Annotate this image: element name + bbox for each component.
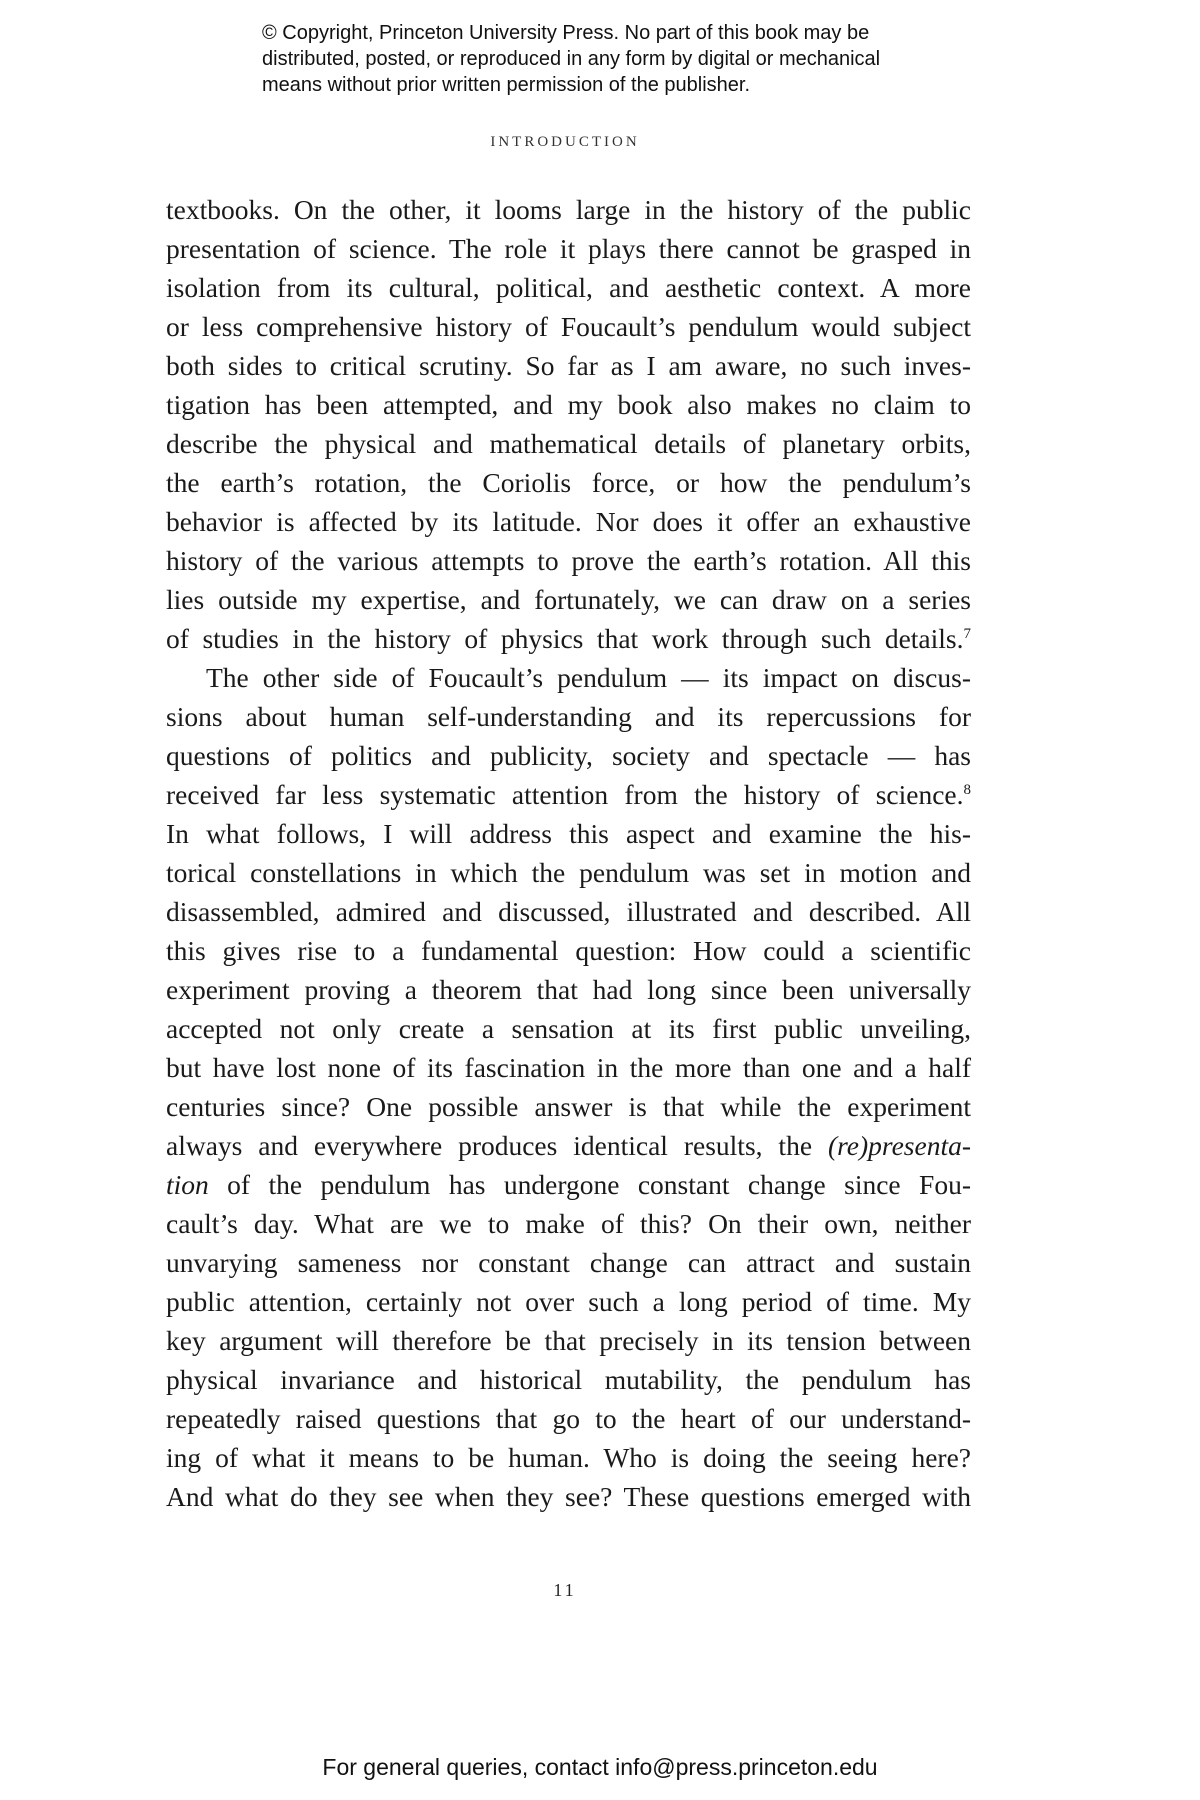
text-line: accepted not only create a sensation at its first public unveiling, (166, 1013, 971, 1044)
text-line: tigation has been attempted, and my book also makes no claim to (166, 389, 971, 420)
text-line: In what follows, I will address this aspect and examine the his- (166, 818, 971, 849)
text-line: but have lost none of its fascination in the more than one and a half (166, 1052, 971, 1083)
text-line: isolation from its cultural, political, and aesthetic context. A more (166, 272, 971, 303)
footer-contact: For general queries, contact info@press.princeton.edu (322, 1754, 878, 1780)
text-line: public attention, certainly not over such a long period of time. My (166, 1286, 971, 1317)
copyright-notice (262, 20, 982, 98)
running-head: INTRODUCTION (490, 134, 640, 150)
text-line: presentation of science. The role it plays there cannot be grasped in (166, 233, 971, 264)
text-line: this gives rise to a fundamental question: How could a scientific (166, 935, 971, 966)
text-line: or less comprehensive history of Foucault’s pendulum would subject (166, 311, 971, 342)
footnote-ref-8[interactable]: 8 (963, 781, 971, 798)
page-number: 11 (553, 1580, 577, 1600)
text-line: the earth’s rotation, the Coriolis force, or how the pendulum’s (166, 467, 971, 498)
text-line: cault’s day. What are we to make of this? On their own, neither (166, 1208, 971, 1239)
paragraph-start-line: The other side of Foucault’s pendulum — its impact on discus- (206, 662, 971, 693)
text-run: always and everywhere produces identical results, the (166, 1130, 828, 1161)
text-line: And what do they see when they see? These questions emerged with (166, 1481, 971, 1512)
text-line: sions about human self-understanding and its repercussions for (166, 701, 971, 732)
text-line: unvarying sameness nor constant change can attract and sustain (166, 1247, 971, 1278)
text-line: repeatedly raised questions that go to the heart of our understand- (166, 1403, 971, 1434)
text-line: key argument will therefore be that precisely in its tension between (166, 1325, 971, 1356)
text-line: centuries since? One possible answer is that while the experiment (166, 1091, 971, 1122)
text-line: disassembled, admired and discussed, illustrated and described. All (166, 896, 971, 927)
text-line-with-italic (166, 1165, 971, 1204)
text-line: history of the various attempts to prove the earth’s rotation. All this (166, 545, 971, 576)
paragraph-end-line (166, 619, 971, 658)
text-run: received far less systematic attention from the history of science. (166, 779, 964, 810)
copyright-line-3: means without prior written permission of the publisher. (262, 74, 751, 96)
text-run: of studies in the history of physics that work through such details. (166, 623, 964, 654)
body-text (166, 190, 971, 1516)
italic-run: (re)presenta- (827, 1130, 971, 1161)
text-line: ing of what it means to be human. Who is doing the seeing here? (166, 1442, 971, 1473)
text-line: physical invariance and historical mutability, the pendulum has (166, 1364, 971, 1395)
text-line: questions of politics and publicity, society and spectacle — has (166, 740, 971, 771)
footnote-ref-7[interactable]: 7 (963, 625, 971, 642)
text-line: lies outside my expertise, and fortunately, we can draw on a series (166, 584, 971, 615)
text-line: describe the physical and mathematical details of planetary orbits, (166, 428, 971, 459)
text-run: of the pendulum has undergone constant change since Fou- (208, 1169, 971, 1200)
copyright-line-2: distributed, posted, or reproduced in any form by digital or mechanical (262, 48, 881, 70)
text-line: torical constellations in which the pendulum was set in motion and (166, 857, 971, 888)
text-line-with-italic (166, 1126, 971, 1165)
copyright-line-1: © Copyright, Princeton University Press. No part of this book may be (262, 22, 870, 44)
text-line-with-footnote (166, 775, 971, 814)
text-line: textbooks. On the other, it looms large in the history of the public (166, 194, 971, 225)
text-line: experiment proving a theorem that had long since been universally (166, 974, 971, 1005)
text-line: behavior is affected by its latitude. Nor does it offer an exhaustive (166, 506, 971, 537)
italic-run: tion (166, 1169, 209, 1200)
text-line: both sides to critical scrutiny. So far as I am aware, no such inves- (166, 350, 971, 381)
